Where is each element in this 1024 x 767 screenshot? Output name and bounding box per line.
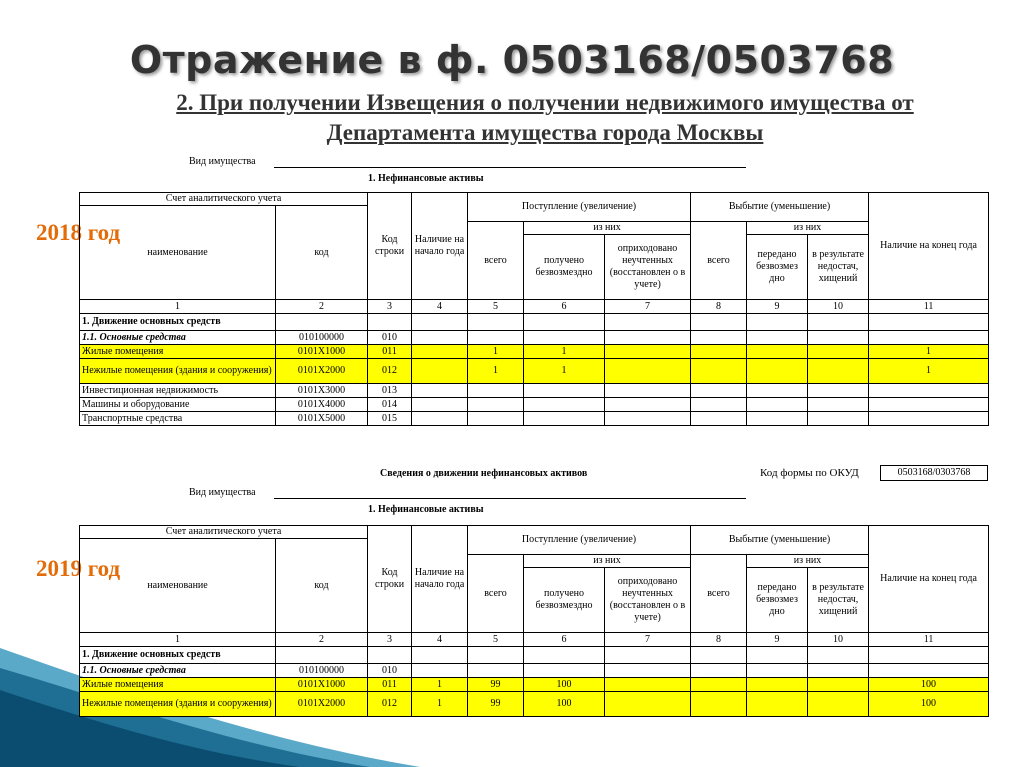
row-value — [691, 692, 747, 717]
row-value — [412, 345, 468, 359]
row-code: 010100000 — [276, 664, 368, 678]
row-value: 1 — [524, 359, 605, 384]
table-row — [80, 412, 989, 426]
table-row — [80, 664, 989, 678]
row-value — [691, 664, 747, 678]
row-value — [412, 314, 468, 331]
row-value — [869, 384, 989, 398]
column-number: 8 — [691, 300, 747, 314]
report-title: Сведения о движении нефинансовых активов — [380, 468, 588, 479]
row-value: 100 — [524, 678, 605, 692]
row-value: 1 — [869, 359, 989, 384]
row-value — [747, 359, 808, 384]
column-number: 7 — [605, 300, 691, 314]
row-code: 0101X1000 — [276, 345, 368, 359]
header-outflow: Выбытие (уменьшение) — [691, 526, 869, 555]
property-type-line — [274, 167, 746, 168]
row-value — [605, 678, 691, 692]
header-of-which-2: из них — [747, 555, 869, 568]
row-value — [808, 314, 869, 331]
row-code: 0101X4000 — [276, 398, 368, 412]
header-shortage: в результате недостач, хищений — [808, 235, 869, 300]
page-title: Отражение в ф. 0503168/0503768 — [129, 38, 895, 82]
row-value — [808, 331, 869, 345]
table-row — [80, 647, 989, 664]
row-value — [747, 412, 808, 426]
table-row — [80, 345, 989, 359]
row-code: 0101X5000 — [276, 412, 368, 426]
row-value — [808, 647, 869, 664]
table-row — [80, 314, 989, 331]
row-value — [747, 331, 808, 345]
column-number: 4 — [412, 633, 468, 647]
row-value — [524, 647, 605, 664]
row-name: Инвестиционная недвижимость — [80, 384, 276, 398]
row-code: 0101X2000 — [276, 359, 368, 384]
header-income: Поступление (увеличение) — [468, 526, 691, 555]
column-number: 11 — [869, 300, 989, 314]
column-number: 1 — [80, 300, 276, 314]
row-name: 1.1. Основные средства — [80, 331, 276, 345]
header-account: Счет аналитического учета — [80, 193, 368, 206]
header-shortage: в результате недостач, хищений — [808, 568, 869, 633]
column-number: 5 — [468, 633, 524, 647]
row-value — [605, 314, 691, 331]
row-value: 1 — [468, 359, 524, 384]
table-row — [80, 678, 989, 692]
row-line — [368, 647, 412, 664]
row-value — [747, 664, 808, 678]
row-value — [808, 692, 869, 717]
row-line: 013 — [368, 384, 412, 398]
column-number: 8 — [691, 633, 747, 647]
row-name: Нежилые помещения (здания и сооружения) — [80, 692, 276, 717]
okud-label: Код формы по ОКУД — [760, 467, 859, 479]
row-value — [869, 314, 989, 331]
row-value — [412, 331, 468, 345]
row-line: 012 — [368, 359, 412, 384]
header-of-which: из них — [524, 555, 691, 568]
header-start: Наличие на начало года — [412, 526, 468, 633]
row-value — [605, 412, 691, 426]
row-value — [808, 359, 869, 384]
property-type-label: Вид имущества — [189, 156, 256, 167]
row-value — [691, 384, 747, 398]
row-value: 1 — [412, 692, 468, 717]
row-value — [869, 412, 989, 426]
year-label-2018: 2018 год — [36, 220, 121, 245]
table-row — [80, 331, 989, 345]
row-code: 010100000 — [276, 331, 368, 345]
column-number: 3 — [368, 633, 412, 647]
row-value — [524, 331, 605, 345]
row-name: 1. Движение основных средств — [80, 647, 276, 664]
row-value: 1 — [524, 345, 605, 359]
row-value — [747, 692, 808, 717]
row-value — [691, 412, 747, 426]
row-value — [869, 647, 989, 664]
table-row — [80, 384, 989, 398]
header-code: код — [276, 539, 368, 633]
row-value — [808, 664, 869, 678]
row-value — [808, 678, 869, 692]
header-start: Наличие на начало года — [412, 193, 468, 300]
row-value — [412, 384, 468, 398]
okud-code: 0503168/0303768 — [880, 465, 988, 481]
assets-table-2018 — [79, 192, 989, 426]
column-number: 3 — [368, 300, 412, 314]
row-value — [605, 384, 691, 398]
row-name: Машины и оборудование — [80, 398, 276, 412]
column-number: 9 — [747, 633, 808, 647]
row-value — [524, 398, 605, 412]
row-value — [691, 647, 747, 664]
column-number: 2 — [276, 633, 368, 647]
row-value — [869, 664, 989, 678]
header-account: Счет аналитического учета — [80, 526, 368, 539]
row-value — [808, 345, 869, 359]
row-value — [869, 331, 989, 345]
row-value — [468, 331, 524, 345]
row-name: 1.1. Основные средства — [80, 664, 276, 678]
header-income: Поступление (увеличение) — [468, 193, 691, 222]
header-name: наименование — [80, 206, 276, 300]
row-value: 1 — [468, 345, 524, 359]
header-row-code: Код строки — [368, 526, 412, 633]
column-number: 9 — [747, 300, 808, 314]
row-value — [808, 412, 869, 426]
column-number: 2 — [276, 300, 368, 314]
row-name: Жилые помещения — [80, 678, 276, 692]
header-of-which: из них — [524, 222, 691, 235]
assets-table-2019 — [79, 525, 989, 717]
row-value — [605, 331, 691, 345]
header-outflow: Выбытие (уменьшение) — [691, 193, 869, 222]
row-value — [747, 345, 808, 359]
row-value — [691, 398, 747, 412]
row-value — [691, 331, 747, 345]
row-value — [691, 678, 747, 692]
column-number: 6 — [524, 300, 605, 314]
row-name: 1. Движение основных средств — [80, 314, 276, 331]
header-income-total: всего — [468, 555, 524, 633]
row-value — [747, 678, 808, 692]
section-title: 1. Нефинансовые активы — [368, 173, 484, 184]
row-value — [524, 314, 605, 331]
row-value — [468, 384, 524, 398]
row-value — [808, 398, 869, 412]
subtitle-line-1: 2. При получении Извещения о получении недвижимого имущества от — [176, 90, 914, 115]
header-free: получено безвозмездно — [524, 235, 605, 300]
header-name: наименование — [80, 539, 276, 633]
row-value — [605, 359, 691, 384]
row-value — [468, 412, 524, 426]
row-line: 011 — [368, 678, 412, 692]
column-number: 7 — [605, 633, 691, 647]
row-value — [468, 398, 524, 412]
row-name: Жилые помещения — [80, 345, 276, 359]
column-number: 5 — [468, 300, 524, 314]
row-value — [468, 664, 524, 678]
header-income-total: всего — [468, 222, 524, 300]
table-row — [80, 359, 989, 384]
row-value — [468, 314, 524, 331]
row-value — [412, 664, 468, 678]
header-transferred: передано безвозмез дно — [747, 235, 808, 300]
row-value — [808, 384, 869, 398]
row-line: 014 — [368, 398, 412, 412]
row-name: Транспортные средства — [80, 412, 276, 426]
column-number: 11 — [869, 633, 989, 647]
subtitle-line-2: Департамента имущества города Москвы — [326, 120, 764, 145]
row-value — [747, 314, 808, 331]
header-unrecorded: оприходовано неучтенных (восстановлен о в учете) — [605, 568, 691, 633]
row-code — [276, 647, 368, 664]
row-line: 011 — [368, 345, 412, 359]
row-value — [691, 359, 747, 384]
row-value — [524, 664, 605, 678]
header-end: Наличие на конец года — [869, 193, 989, 300]
row-code: 0101X1000 — [276, 678, 368, 692]
header-code: код — [276, 206, 368, 300]
row-line: 015 — [368, 412, 412, 426]
column-number: 4 — [412, 300, 468, 314]
table-row — [80, 692, 989, 717]
row-line: 012 — [368, 692, 412, 717]
table-row — [80, 398, 989, 412]
row-value — [524, 384, 605, 398]
header-outflow-total: всего — [691, 555, 747, 633]
page-subtitle — [80, 88, 1010, 148]
row-value — [412, 359, 468, 384]
header-outflow-total: всего — [691, 222, 747, 300]
column-number: 10 — [808, 633, 869, 647]
row-value — [412, 398, 468, 412]
header-unrecorded: оприходовано неучтенных (восстановлен о в учете) — [605, 235, 691, 300]
row-value: 100 — [869, 678, 989, 692]
row-value: 99 — [468, 692, 524, 717]
row-value — [605, 664, 691, 678]
row-value — [524, 412, 605, 426]
row-value — [605, 647, 691, 664]
row-value — [605, 692, 691, 717]
row-line — [368, 314, 412, 331]
row-code — [276, 314, 368, 331]
row-value — [605, 345, 691, 359]
header-transferred: передано безвозмез дно — [747, 568, 808, 633]
property-type-line-2 — [274, 498, 746, 499]
header-end: Наличие на конец года — [869, 526, 989, 633]
row-value — [468, 647, 524, 664]
row-value — [412, 647, 468, 664]
row-value: 1 — [412, 678, 468, 692]
column-number: 10 — [808, 300, 869, 314]
row-code: 0101X3000 — [276, 384, 368, 398]
row-name: Нежилые помещения (здания и сооружения) — [80, 359, 276, 384]
row-value — [747, 398, 808, 412]
row-value — [747, 384, 808, 398]
row-line: 010 — [368, 331, 412, 345]
row-value — [691, 345, 747, 359]
header-free: получено безвозмездно — [524, 568, 605, 633]
row-value: 99 — [468, 678, 524, 692]
row-value — [412, 412, 468, 426]
year-label-2019: 2019 год — [36, 556, 121, 581]
row-value — [605, 398, 691, 412]
column-number: 1 — [80, 633, 276, 647]
column-number: 6 — [524, 633, 605, 647]
row-line: 010 — [368, 664, 412, 678]
header-row-code: Код строки — [368, 193, 412, 300]
row-value — [691, 314, 747, 331]
row-code: 0101X2000 — [276, 692, 368, 717]
section-title-2: 1. Нефинансовые активы — [368, 504, 484, 515]
row-value — [869, 398, 989, 412]
row-value — [747, 647, 808, 664]
property-type-label-2: Вид имущества — [189, 487, 256, 498]
row-value: 100 — [524, 692, 605, 717]
row-value: 100 — [869, 692, 989, 717]
row-value: 1 — [869, 345, 989, 359]
header-of-which-2: из них — [747, 222, 869, 235]
